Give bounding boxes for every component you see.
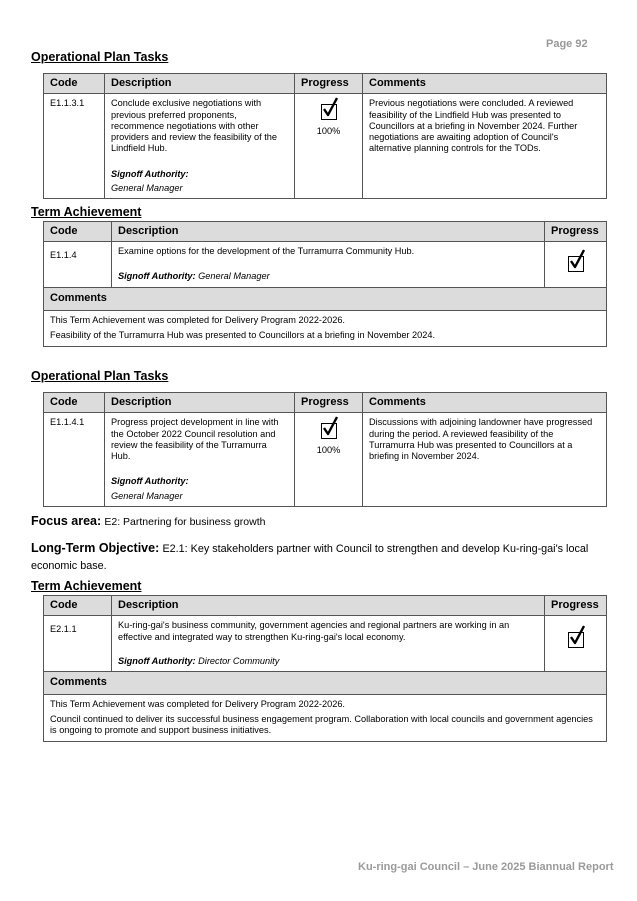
focus-area — [31, 512, 265, 531]
col-header-description: Description — [112, 596, 545, 616]
achievement-code: E1.1.4 — [44, 242, 112, 288]
signoff-value: General Manager — [111, 490, 183, 501]
col-header-code: Code — [44, 222, 112, 242]
long-term-objective — [31, 539, 591, 574]
col-header-progress: Progress — [295, 393, 363, 413]
task-description: Conclude exclusive negotiations with previous preferred proponents, recommence negotiations with other providers and review the feasibility of the Lindfield Hub. — [111, 98, 277, 154]
comment-line: This Term Achievement was completed for Delivery Program 2022-2026. — [50, 314, 345, 325]
checked-checkbox-icon — [568, 256, 584, 272]
task-code: E1.1.4.1 — [44, 413, 105, 506]
table-row — [44, 413, 607, 506]
comments-header-row — [44, 288, 607, 310]
achievement-description: Examine options for the development of the Turramurra Community Hub. — [118, 246, 415, 257]
task-comments: Previous negotiations were concluded. A reviewed feasibility of the Lindfield Hub was presented to Councillors at a briefing in November 2024. Further negotiations are awaiting adoption of Council's alternative planning controls for the TODs. — [363, 94, 607, 199]
col-header-code: Code — [44, 393, 105, 413]
focus-area-value: E2: Partnering for business growth — [104, 516, 266, 528]
section-heading-term-achievement-1: Term Achievement — [31, 205, 142, 219]
achievement-description: Ku-ring-gai's business community, government agencies and regional partners are working in an effective and integrated way to strengthen Ku-ring-gai's local economy. — [118, 620, 510, 642]
signoff-value: Director Community — [198, 655, 280, 666]
footer: Ku-ring-gai Council – June 2025 Biannual Report — [358, 861, 614, 873]
comments-row — [44, 310, 607, 346]
table-header-row — [44, 222, 607, 242]
checked-checkbox-icon — [321, 423, 337, 439]
term-achievement-table-1 — [43, 221, 607, 347]
table-row — [44, 94, 607, 199]
col-header-comments: Comments — [363, 74, 607, 94]
term-achievement-table-2 — [43, 595, 607, 742]
progress-percent: 100% — [316, 444, 341, 455]
progress-cell — [295, 413, 363, 506]
task-code: E1.1.3.1 — [44, 94, 105, 199]
col-header-progress: Progress — [545, 596, 607, 616]
section-heading-term-achievement-2: Term Achievement — [31, 579, 142, 593]
table-header-row — [44, 596, 607, 616]
progress-cell — [545, 242, 607, 288]
section-heading-operational-plan-tasks-2: Operational Plan Tasks — [31, 369, 169, 383]
section-heading-operational-plan-tasks-1: Operational Plan Tasks — [31, 50, 169, 64]
progress-cell — [295, 94, 363, 199]
table-row — [44, 616, 607, 672]
comments-cell — [44, 694, 607, 742]
comments-header-row — [44, 672, 607, 694]
signoff-label: Signoff Authority: — [118, 655, 196, 666]
task-description: Progress project development in line with the October 2022 Council resolution and review the feasibility of the Turramurra Hub. — [111, 417, 279, 462]
col-header-code: Code — [44, 74, 105, 94]
comments-label: Comments — [44, 672, 607, 694]
col-header-code: Code — [44, 596, 112, 616]
signoff-value: General Manager — [198, 270, 270, 281]
table-header-row — [44, 393, 607, 413]
col-header-description: Description — [105, 74, 295, 94]
checked-checkbox-icon — [321, 104, 337, 120]
col-header-description: Description — [112, 222, 545, 242]
checked-checkbox-icon — [568, 632, 584, 648]
table-header-row — [44, 74, 607, 94]
comments-cell — [44, 310, 607, 346]
progress-cell — [545, 616, 607, 672]
focus-area-label: Focus area: — [31, 514, 102, 528]
task-comments: Discussions with adjoining landowner have progressed during the period. A reviewed feasibility of the Turramurra Hub was presented to Councillors at a briefing in November 2024. — [363, 413, 607, 506]
operational-plan-tasks-table-2 — [43, 392, 607, 507]
achievement-description-cell — [112, 616, 545, 672]
signoff-label: Signoff Authority: — [111, 476, 189, 487]
comment-line: This Term Achievement was completed for Delivery Program 2022-2026. — [50, 698, 345, 709]
task-description-cell — [105, 94, 295, 199]
comments-label: Comments — [44, 288, 607, 310]
col-header-comments: Comments — [363, 393, 607, 413]
signoff-label: Signoff Authority: — [111, 168, 189, 179]
signoff-value: General Manager — [111, 182, 183, 193]
col-header-progress: Progress — [295, 74, 363, 94]
page-number: Page 92 — [546, 38, 588, 50]
operational-plan-tasks-table-1 — [43, 73, 607, 199]
table-row — [44, 242, 607, 288]
long-term-objective-label: Long-Term Objective: — [31, 541, 160, 555]
long-term-objective-value: E2.1: Key stakeholders partner with Council to strengthen and develop Ku-ring-gai's local economic base. — [31, 543, 589, 572]
progress-percent: 100% — [316, 125, 341, 136]
achievement-description-cell — [112, 242, 545, 288]
col-header-progress: Progress — [545, 222, 607, 242]
task-description-cell — [105, 413, 295, 506]
comments-row — [44, 694, 607, 742]
signoff-label: Signoff Authority: — [118, 270, 196, 281]
comment-line: Council continued to deliver its successful business engagement program. Collaboration with local councils and government agencies is ongoing to promote and support business initiatives. — [50, 714, 593, 736]
col-header-description: Description — [105, 393, 295, 413]
comment-line: Feasibility of the Turramurra Hub was presented to Councillors at a briefing in November 2024. — [50, 330, 436, 341]
achievement-code: E2.1.1 — [44, 616, 112, 672]
